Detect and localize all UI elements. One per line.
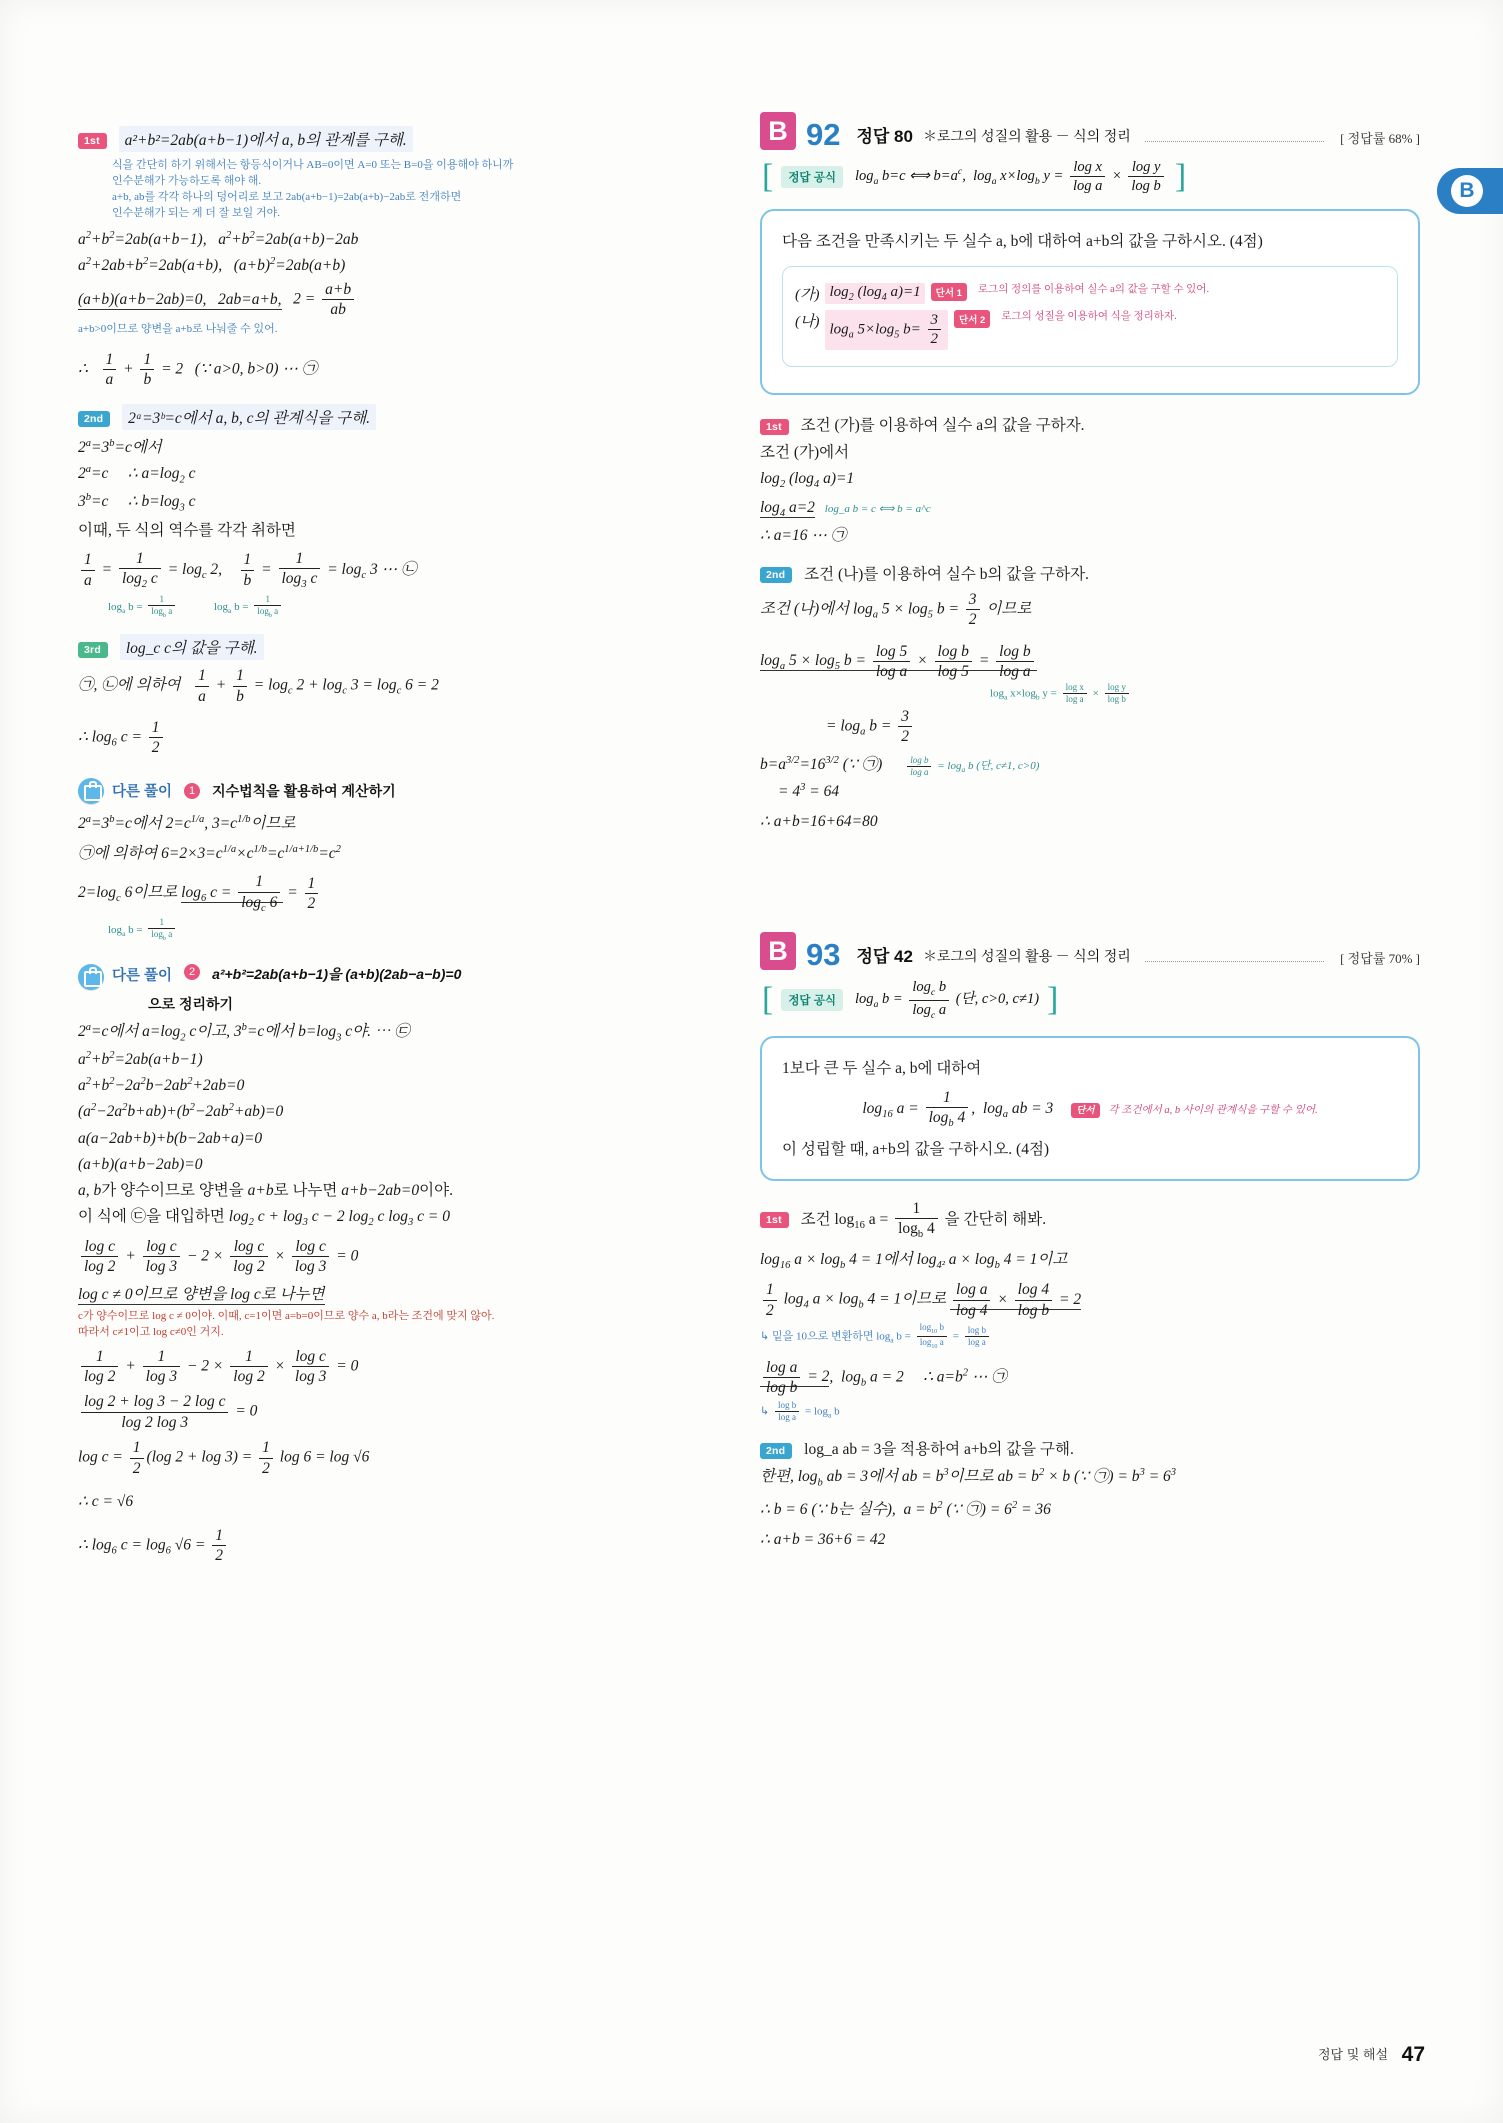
- math-line: $2^a=3^b=c$에서 $2=c^{1/a}$, $3=c^{1/b}$이므로: [78, 813, 296, 832]
- problem-number: 92: [806, 117, 841, 152]
- note-line: 식을 간단히 하기 위해서는 항등식이거나 AB=0이면 A=0 또는 B=0을 이용해야 하니까: [112, 159, 514, 171]
- math-line: $a^2+b^2=2ab(a+b-1)$, $a^2+b^2=2ab(a+b)-2ab$: [78, 229, 359, 248]
- math-line: $\log_2 (\log_4$ a)=1: [760, 470, 855, 491]
- step-2nd-header: [78, 404, 718, 430]
- p93-step-1st-title: 조건 $\log_{16} a$ = $\frac{1}{\log_b 4}$ 을 간단히 해봐.: [800, 1200, 1047, 1241]
- math-line: $\frac{1}{\log 2}$ + $\frac{1}{\log 3}$ − 2 × $\frac{1}{\log 2}$ × $\frac{\text{log c}}{\log 3}$ = 0: [78, 1347, 718, 1387]
- math-line: $\log_a 5 \times \log_5 b$ = $\frac{\log 5}{\text{log a}}$ × $\frac{\text{log b}}{\log 5}$ = $\frac{\text{log b}}{\text{log a}}$: [760, 642, 1420, 682]
- math-line: $(a^2-2a^2b+ab)+(b^2-2ab^2+ab)=0$: [78, 1102, 284, 1121]
- problem-correct-rate: [ 정답률 68% ]: [1340, 131, 1420, 146]
- step-2nd-title: 2ᵃ=3ᵇ=c에서 a, b, c의 관계식을 구해.: [122, 404, 376, 430]
- problem-92-header: [760, 112, 1420, 150]
- math-line: ∴ $\log_6 c$ = $\frac{1}{2}$: [78, 718, 718, 758]
- condition-row: [795, 310, 1385, 351]
- math-line: $2^a=c$에서 $a=\log_2$ c이고, $3^b=c$에서 $b=\log_3$ c야. ⋯ ㉢: [78, 1021, 410, 1043]
- math-line: (a+b)(a+b−2ab)=0, 2ab=a+b, 2 = $\frac{a+b}{ab}$: [78, 280, 718, 320]
- math-line: ∴ c = √6: [78, 1492, 134, 1510]
- step-1st-title: a²+b²=2ab(a+b−1)에서 a, b의 관계를 구해.: [119, 126, 413, 152]
- condition-label: (나): [795, 313, 820, 330]
- p93-step-2nd-header: [760, 1437, 1420, 1459]
- hint-tag: 단서 2: [954, 310, 990, 328]
- page-footer: [1318, 2043, 1425, 2067]
- math-annotation: ↳ $\frac{\text{log b}}{\text{log a}}$ = $\log_a b$: [760, 1399, 840, 1422]
- alt-solution-number: 2: [184, 964, 200, 980]
- math-line: ㉠에 의하여 $6=2\times 3=c^{1/a}\times c^{1/b}=c^{1/a+1/b}=c^2$: [78, 843, 341, 863]
- math-line: a, b가 양수이므로 양변을 a+b로 나누면 a+b−2ab=0이야.: [78, 1181, 453, 1199]
- math-line: (a+b)(a+b−2ab)=0: [78, 1155, 203, 1173]
- math-annotation: ↳ 밑을 10으로 변환하면 $\log_a b$ = $\frac{\log_{10} b}{\log_{10} a}$ = $\frac{\text{log b}}{\text{log a}}$: [760, 1322, 1420, 1352]
- math-line: ∴ b = 6 (∵ b는 실수), $a = b^2$ (∵ ㉠) = $6^2 = 36$: [760, 1499, 1051, 1518]
- alt-solution-1-header: [78, 778, 718, 804]
- footer-label: 정답 및 해설: [1318, 2047, 1389, 2062]
- math-annotation: a+b>0이므로 양변을 a+b로 나눠줄 수 있어.: [78, 322, 278, 335]
- math-line: $2^a=3^b=c$에서: [78, 437, 162, 456]
- problem-topic: ＊로그의 성질의 활용 － 식의 정리: [922, 130, 1131, 145]
- problem-93-question-post: 이 성립할 때, a+b의 값을 구하시오. (4점): [782, 1140, 1050, 1158]
- math-annotation: c가 양수이므로 log c ≠ 0이야. 이때, c=1이면 a=b=0이므로 양수 a, b라는 조건에 맞지 않아. 따라서 c≠1이고 log c≠0인 거지.: [78, 1309, 495, 1338]
- hint-tag: 단서: [1071, 1103, 1099, 1118]
- math-line: a(a−2ab+b)+b(b−2ab+a)=0: [78, 1129, 263, 1147]
- math-annotation: $\log_a b$ = $\frac{1}{\log_b a}$ $\log_a b$ = $\frac{1}{\log_b a}$: [108, 594, 718, 621]
- lightbulb-icon: [78, 778, 104, 804]
- alt-solution-label: 다른 풀이: [112, 784, 173, 801]
- math-line: $\frac{\text{log c}}{\log 2}$ + $\frac{\text{log c}}{\log 3}$ − 2 × $\frac{\text{log c}}{\log 2}$ × $\frac{\text{log c}}{\log 3}$ = 0: [78, 1237, 718, 1277]
- problem-correct-rate: [ 정답률 70% ]: [1340, 951, 1420, 967]
- step-1st-notes: [112, 158, 718, 222]
- formula-tag: 정답 공식: [781, 166, 843, 188]
- footer-page-number: 47: [1401, 2043, 1425, 2066]
- p92-step-1st-title: 조건 (가)를 이용하여 실수 a의 값을 구하자.: [800, 417, 1085, 435]
- alt-solution-number: 1: [184, 783, 200, 799]
- hint-note: 로그의 정의를 이용하여 실수 a의 값을 구할 수 있어.: [977, 283, 1210, 295]
- alt-solution-title-2: 으로 정리하기: [148, 995, 234, 1012]
- math-line: ∴ a+b=16+64=80: [760, 813, 878, 831]
- step-badge-2nd: 2nd: [760, 1443, 792, 1459]
- problem-level-badge: B: [760, 112, 796, 150]
- dot-leader: [1145, 960, 1324, 962]
- math-line: $3^b=c$ ∴ $b=\log_3$ c: [78, 492, 196, 514]
- step-badge-2nd: 2nd: [78, 411, 110, 427]
- chapter-tab-b: [1437, 168, 1503, 214]
- problem-93-question-expr: $\log_{16} a$ = $\frac{1}{\log_b 4}$ , $\log_a$ ab = 3 단서 각 조건에서 a, b 사이의 관계식을 구할 수 있어.: [862, 1089, 1318, 1130]
- math-line: log c ≠ 0이므로 양변을 log c로 나누면: [78, 1285, 325, 1303]
- math-annotation: $\log_a x\times\log_b$ y = $\frac{\text{log x}}{\text{log a}}$ × $\frac{\text{log y}}{\text{log b}}$: [990, 682, 1420, 706]
- math-line: $\log_{16} a \times \log_b 4 = 1$에서 $\log_{4^2} a \times \log_b 4 = 1$이고: [760, 1250, 1068, 1271]
- step-badge-3rd: 3rd: [78, 642, 108, 658]
- math-line: 한편, $\log_b$ ab = 3에서 ab = $b^3$이므로 ab = $b^2 \times b$ (∵ ㉠) = $b^3 = 6^3$: [760, 1467, 1177, 1489]
- math-line: $\frac{1}{2}$ $\log_4 a \times \log_b 4 = 1$이므로 $\frac{\text{log a}}{\log 4}$ × $\frac{\log 4}{\text{log b}}$ = 2: [760, 1280, 1420, 1320]
- math-line: 이때, 두 식의 역수를 각각 취하면: [78, 521, 296, 539]
- problem-93-question-pre: 1보다 큰 두 실수 a, b에 대하여: [782, 1059, 982, 1077]
- math-line: ㉠, ㉡에 의하여 $\frac{1}{a}$ + $\frac{1}{b}$ = $\log_c 2 + \log_c 3 = \log_c 6 = 2$: [78, 667, 439, 705]
- problem-topic: ＊로그의 성질의 활용 － 식의 정리: [922, 950, 1131, 966]
- math-line: $a^2+b^2-2a^2b-2ab^2+2ab=0$: [78, 1076, 245, 1095]
- formula-tag: 정답 공식: [781, 989, 843, 1011]
- math-line: $2^a=c$ ∴ $a=\log_2$ c: [78, 463, 196, 485]
- math-line: 이 식에 ㉢을 대입하면 $\log_2 c + \log_3 c - 2$ $\log_2 c$ $\log_3 c = 0$: [78, 1207, 451, 1228]
- math-line: = $\log_a b$ = $\frac{3}{2}$: [826, 707, 1420, 747]
- alt-solution-title: 지수법칙을 활용하여 계산하기: [212, 782, 396, 799]
- problem-level-badge: B: [760, 932, 796, 970]
- math-line: ∴ $\log_6 c = \log_6 √6$ = $\frac{1}{2}$: [78, 1526, 718, 1566]
- problem-answer: 정답 42: [856, 947, 913, 967]
- problem-92-key-formula: [762, 158, 1420, 195]
- note-line: 인수분해가 가능하도록 해야 해.: [112, 174, 262, 187]
- step-badge-2nd: 2nd: [760, 567, 792, 583]
- math-line: $\frac{\text{log 2 + log 3 − 2 log c}}{\log 2 \log 3}$ = 0: [78, 1392, 718, 1432]
- p93-step-1st-header: [760, 1199, 1420, 1242]
- math-line: $b=a^{3/2}=16^{3/2}$ (∵ ㉠) $\frac{\text{log b}}{\text{log a}}$ = $\log_a b$ (단, c≠1, c>0): [760, 754, 1040, 777]
- note-line: a+b, ab를 각각 하나의 덩어리로 보고 2ab(a+b−1)=2ab(a+b)−2ab로 전개하면: [112, 190, 462, 203]
- problem-93-key-formula: [762, 978, 1420, 1021]
- math-line: ∴ $\frac{1}{a}$ + $\frac{1}{b}$ = 2 (∵ a>0, b>0) ⋯ ㉠: [78, 350, 318, 389]
- bracket-right: ]: [1174, 158, 1187, 196]
- step-badge-1st: 1st: [760, 419, 789, 435]
- math-annotation: log_a b = c ⟺ b = a^c: [824, 502, 931, 515]
- alt-solution-2-header: [78, 964, 718, 990]
- math-annotation: $\log_a b$ = $\frac{1}{\log_b a}$: [108, 917, 718, 944]
- math-line: 조건 (나)에서 $\log_a 5 \times \log_5 b$ = $\frac{3}{2}$ 이므로: [760, 591, 1032, 629]
- step-badge-1st: 1st: [78, 133, 107, 149]
- math-line: $a^2+2ab+b^2=2ab(a+b)$, $(a+b)^2=2ab(a+b)$: [78, 255, 346, 275]
- math-line: 조건 (가)에서: [760, 444, 850, 462]
- bracket-left: [: [762, 158, 774, 196]
- math-line: = $4^3 = 64$: [778, 782, 840, 801]
- left-column: [78, 112, 718, 1568]
- condition-expr: $\log_a 5\times\log_5$ b= $\frac{3}{2}$: [825, 310, 948, 351]
- math-line: $\frac{1}{a}$ = $\frac{1}{\log_2 c}$ = $\log_c 2$, $\frac{1}{b}$ = $\frac{1}{\log_3 c}$ = $\log_c 3$ ⋯ ㉡: [78, 549, 718, 592]
- step-3rd-header: [78, 634, 718, 660]
- p93-step-2nd-title: log_a ab = 3을 적용하여 a+b의 값을 구해.: [804, 1441, 1074, 1459]
- hint-note: 로그의 성질을 이용하여 식을 정리하자.: [1001, 310, 1177, 322]
- problem-number: 93: [806, 937, 841, 973]
- condition-expr: $\log_2 (\log_4$ a)=1: [825, 283, 924, 304]
- math-line: $\frac{\text{log a}}{\text{log b}}$ = 2, $\log_b a = 2$ ∴ $a=b^2$ ⋯ ㉠: [760, 1358, 1420, 1398]
- problem-93-card: [760, 1036, 1420, 1181]
- chapter-tab-label: B: [1451, 175, 1483, 207]
- formula-body: $\log_a b=c$ ⟺ $b=a^c$, $\log_a x\times\log_b$ y = $\frac{\text{log x}}{\text{log a}}$ × $\frac{\text{log y}}{\text{log b}}$: [855, 158, 1167, 195]
- dot-leader: [1145, 140, 1324, 142]
- problem-answer: 정답 80: [856, 127, 913, 146]
- math-line: log c = $\frac{1}{2}$ (log 2 + log 3) = $\frac{1}{2}$ log 6 = log √6: [78, 1439, 370, 1477]
- problem-92-conditions: [782, 266, 1398, 368]
- math-line: ∴ a+b = 36+6 = 42: [760, 1530, 886, 1548]
- alt-solution-label: 다른 풀이: [112, 967, 173, 984]
- step-badge-1st: 1st: [760, 1212, 789, 1228]
- alt-solution-title: a²+b²=2ab(a+b−1)을 (a+b)(2ab−a−b)=0: [212, 965, 462, 982]
- step-3rd-title: log_c c의 값을 구해.: [120, 634, 264, 660]
- problem-93-header: [760, 932, 1420, 973]
- bracket-right: ]: [1047, 981, 1059, 1019]
- condition-row: [795, 283, 1385, 304]
- hint-note: 각 조건에서 a, b 사이의 관계식을 구할 수 있어.: [1108, 1105, 1318, 1116]
- math-line: ∴ a=16 ⋯ ㉠: [760, 526, 847, 544]
- math-line: $\log_4 a=2$ log_a b = c ⟺ b = a^c: [760, 498, 931, 519]
- problem-92-card: [760, 209, 1420, 395]
- note-line: 인수분해가 되는 게 더 잘 보일 거야.: [112, 206, 281, 219]
- p92-step-2nd-title: 조건 (나)를 이용하여 실수 b의 값을 구하자.: [804, 566, 1089, 583]
- math-line: $a^2+b^2=2ab(a+b-1)$: [78, 1050, 203, 1069]
- bracket-left: [: [762, 981, 774, 1019]
- problem-92-question: 다음 조건을 만족시키는 두 실수 a, b에 대하여 a+b의 값을 구하시오. (4점): [782, 233, 1263, 251]
- right-column: [760, 112, 1420, 1554]
- p92-step-1st-header: [760, 413, 1420, 435]
- hint-tag: 단서 1: [931, 283, 967, 301]
- condition-label: (가): [795, 286, 820, 303]
- formula-body: $\log_a b$ = $\frac{\log_c b}{\log_c a}$ (단, c>0, c≠1): [854, 979, 1040, 1021]
- step-1st-header: [78, 126, 718, 152]
- p92-step-2nd-header: [760, 562, 1420, 584]
- math-line: $2=\log_c$ 6이므로 $\log_6 c$ = $\frac{1}{\log_c 6}$ = $\frac{1}{2}$: [78, 872, 718, 915]
- lightbulb-icon: [78, 964, 104, 990]
